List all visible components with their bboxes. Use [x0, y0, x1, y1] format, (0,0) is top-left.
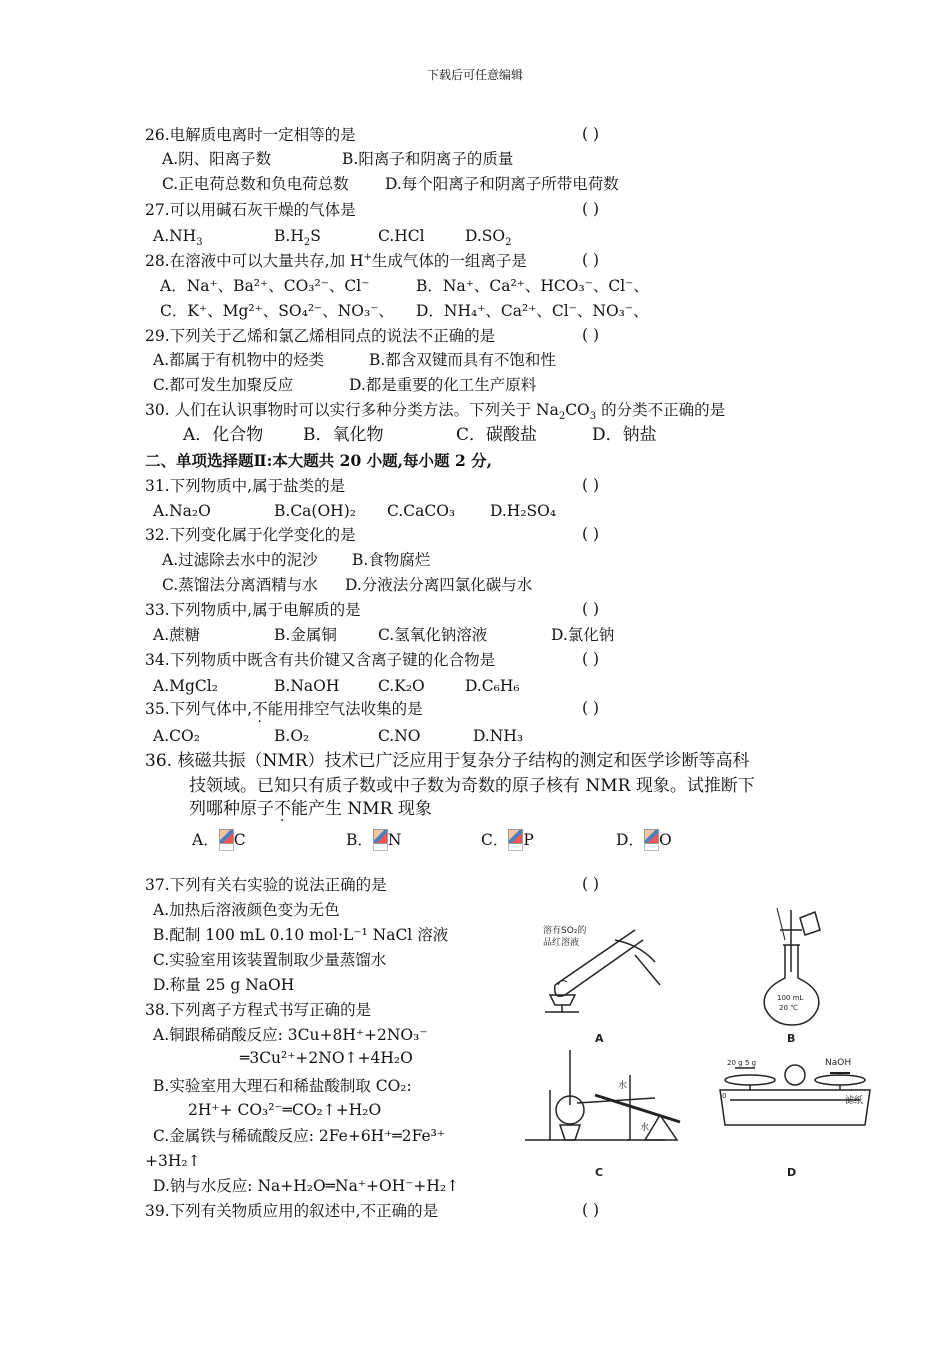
- figure-c-distillation-apparatus: [525, 1050, 680, 1140]
- q38-option-b-line1: B.实验室用大理石和稀盐酸制取 CO₂:: [153, 1077, 412, 1095]
- q35-option-a: A.CO₂: [153, 727, 200, 745]
- q32-option-c: C.蒸馏法分离酒精与水: [162, 576, 318, 594]
- q29-option-d: D.都是重要的化工生产原料: [349, 376, 537, 394]
- figure-a-text-2: 品红溶液: [543, 938, 580, 948]
- broken-image-icon: [219, 829, 233, 851]
- q34-option-c: C.K₂O: [378, 677, 425, 695]
- q35-option-d: D.NH₃: [473, 727, 524, 745]
- q28-option-d: D．NH₄⁺、Ca²⁺、Cl⁻、NO₃⁻、: [416, 302, 649, 320]
- q35-option-c: C.NO: [378, 727, 421, 745]
- q26-option-a: A.阴、阳离子数: [162, 150, 272, 168]
- q37-option-b: B.配制 100 mL 0.10 mol·L⁻¹ NaCl 溶液: [153, 926, 449, 944]
- q34-option-a: A.MgCl₂: [153, 677, 218, 695]
- q35-stem: 35.下列气体中,不能用排空气法收集的是: [145, 700, 423, 718]
- q37-option-a: A.加热后溶液颜色变为无色: [153, 901, 340, 919]
- q26-stem: 26.电解质电离时一定相等的是: [145, 126, 356, 144]
- broken-image-icon: [644, 829, 658, 851]
- q35-option-b: B.O₂: [274, 727, 310, 745]
- answer-blank: ( ): [582, 699, 600, 717]
- answer-blank: ( ): [582, 650, 600, 668]
- q34-stem: 34.下列物质中既含有共价键又含离子键的化合物是: [145, 651, 496, 669]
- figure-d-text-5: 0: [722, 1092, 727, 1100]
- q38-option-d: D.钠与水反应: Na+H₂O═Na⁺+OH⁻+H₂↑: [153, 1177, 460, 1195]
- q32-option-a: A.过滤除去水中的泥沙: [162, 551, 318, 569]
- answer-blank: ( ): [582, 875, 600, 893]
- figure-c-text-1: 水: [618, 1081, 628, 1091]
- q30-option-c: C．碳酸盐: [456, 425, 538, 445]
- figure-d-label: D: [787, 1166, 797, 1179]
- q31-option-c: C.CaCO₃: [387, 502, 456, 520]
- q27-option-d: $D.SO_2$: [465, 227, 512, 249]
- q37-option-c: C.实验室用该装置制取少量蒸馏水: [153, 951, 387, 969]
- q36-option-a: A． C: [192, 831, 246, 849]
- figure-d-text-2: 滤纸: [845, 1096, 864, 1106]
- q38-option-b-line2: 2H⁺+ CO₃²⁻═CO₂↑+H₂O: [188, 1101, 382, 1119]
- q29-option-c: C.都可发生加聚反应: [153, 376, 294, 394]
- q26-option-d: D.每个阳离子和阴离子所带电荷数: [385, 175, 619, 193]
- q27-stem: 27.可以用碱石灰干燥的气体是: [145, 201, 356, 219]
- q26-option-b: B.阳离子和阴离子的质量: [342, 150, 514, 168]
- broken-image-icon: [508, 829, 522, 851]
- q28-option-b: B．Na⁺、Ca²⁺、HCO₃⁻、Cl⁻、: [416, 277, 649, 295]
- q38-option-a-line2: ═3Cu²⁺+2NO↑+4H₂O: [240, 1049, 413, 1067]
- q36-option-d: D． O: [616, 831, 672, 849]
- figure-d-text-1: NaOH: [825, 1058, 852, 1068]
- q33-option-c: C.氢氧化钠溶液: [378, 626, 488, 644]
- broken-image-icon: [373, 829, 387, 851]
- q27-option-c: C.HCl: [378, 227, 425, 245]
- q26-option-c: C.正电荷总数和负电荷总数: [162, 175, 349, 193]
- q36-line3: 列哪种原子不能产生 NMR 现象: [189, 799, 432, 819]
- answer-blank: ( ): [582, 326, 600, 344]
- answer-blank: ( ): [582, 1201, 600, 1219]
- q36-line1: 36. 核磁共振（NMR）技术已广泛应用于复杂分子结构的测定和医学诊断等高科: [145, 751, 750, 771]
- q38-stem: 38.下列离子方程式书写正确的是: [145, 1001, 372, 1019]
- q34-option-d: D.C₆H₆: [465, 677, 520, 695]
- q37-option-d: D.称量 25 g NaOH: [153, 976, 295, 994]
- q31-option-d: D.H₂SO₄: [490, 502, 557, 520]
- figure-b-text-2: 20 ℃: [779, 1004, 798, 1012]
- q28-stem: 28.在溶液中可以大量共存,加 H+生成气体的一组离子是: [145, 251, 527, 270]
- answer-blank: ( ): [582, 200, 600, 218]
- figure-a-text-1: 溶有SO₂的: [543, 926, 587, 936]
- q32-option-d: D.分液法分离四氯化碳与水: [345, 576, 533, 594]
- q33-option-d: D.氯化钠: [551, 626, 615, 644]
- q30-option-a: A．化合物: [183, 425, 264, 445]
- answer-blank: ( ): [582, 251, 600, 269]
- apparatus-figure: [515, 900, 885, 1185]
- q39-stem: 39.下列有关物质应用的叙述中,不正确的是: [145, 1202, 439, 1220]
- q31-option-a: A.Na₂O: [153, 502, 211, 520]
- figure-c-label: C: [595, 1166, 604, 1179]
- q29-option-a: A.都属于有机物中的烃类: [153, 351, 325, 369]
- q36-option-c: C． P: [481, 831, 534, 849]
- answer-blank: ( ): [582, 525, 600, 543]
- q38-option-a-line1: A.铜跟稀硝酸反应: 3Cu+8H⁺+2NO₃⁻: [153, 1026, 428, 1044]
- q32-option-b: B.食物腐烂: [352, 551, 431, 569]
- figure-d-text-3: 20 g: [727, 1059, 743, 1067]
- figure-a-label: A: [595, 1032, 604, 1045]
- page-header: 下载后可任意编辑: [426, 68, 523, 82]
- answer-blank: ( ): [582, 476, 600, 494]
- q33-option-b: B.金属铜: [274, 626, 337, 644]
- q32-stem: 32.下列变化属于化学变化的是: [145, 526, 356, 544]
- figure-b-label: B: [787, 1032, 796, 1045]
- q31-stem: 31.下列物质中,属于盐类的是: [145, 477, 346, 495]
- q33-stem: 33.下列物质中,属于电解质的是: [145, 601, 361, 619]
- q29-stem: 29.下列关于乙烯和氯乙烯相同点的说法不正确的是: [145, 327, 496, 345]
- q30-option-d: D．钠盐: [592, 425, 657, 445]
- q29-option-b: B.都含双键而具有不饱和性: [369, 351, 556, 369]
- q38-option-c-line2: +3H₂↑: [145, 1152, 201, 1170]
- q28-option-c: C．K⁺、Mg²⁺、SO₄²⁻、NO₃⁻、: [160, 302, 394, 320]
- answer-blank: ( ): [582, 600, 600, 618]
- q30-stem: 30. 人们在认识事物时可以实行多种分类方法。下列关于 $Na_2CO_3$ 的分类不正确的是: [145, 401, 726, 423]
- q36-option-b: B． N: [346, 831, 402, 849]
- figure-b-text-1: 100 mL: [777, 994, 804, 1002]
- q33-option-a: A.蔗糖: [153, 626, 201, 644]
- q38-option-c-line1: C.金属铁与稀硫酸反应: 2Fe+6H⁺═2Fe³⁺: [153, 1127, 446, 1145]
- figure-d-balance: [720, 1065, 870, 1125]
- q30-option-b: B．氧化物: [303, 425, 384, 445]
- q27-option-b: $B.H_2S$: [274, 227, 321, 249]
- figure-d-text-4: 5 g: [745, 1059, 757, 1067]
- q28-option-a: A．Na⁺、Ba²⁺、CO₃²⁻、Cl⁻: [160, 277, 370, 295]
- q31-option-b: B.Ca(OH)₂: [274, 502, 356, 520]
- answer-blank: ( ): [582, 125, 600, 143]
- figure-c-text-2: 水: [640, 1123, 650, 1133]
- q27-option-a: $A.NH_3$: [153, 227, 203, 249]
- q34-option-b: B.NaOH: [274, 677, 340, 695]
- q37-stem: 37.下列有关右实验的说法正确的是: [145, 876, 387, 894]
- q36-line2: 技领域。已知只有质子数或中子数为奇数的原子核有 NMR 现象。试推断下: [189, 776, 755, 796]
- section-title: 二、单项选择题Ⅱ:本大题共 20 小题,每小题 2 分,: [145, 451, 493, 470]
